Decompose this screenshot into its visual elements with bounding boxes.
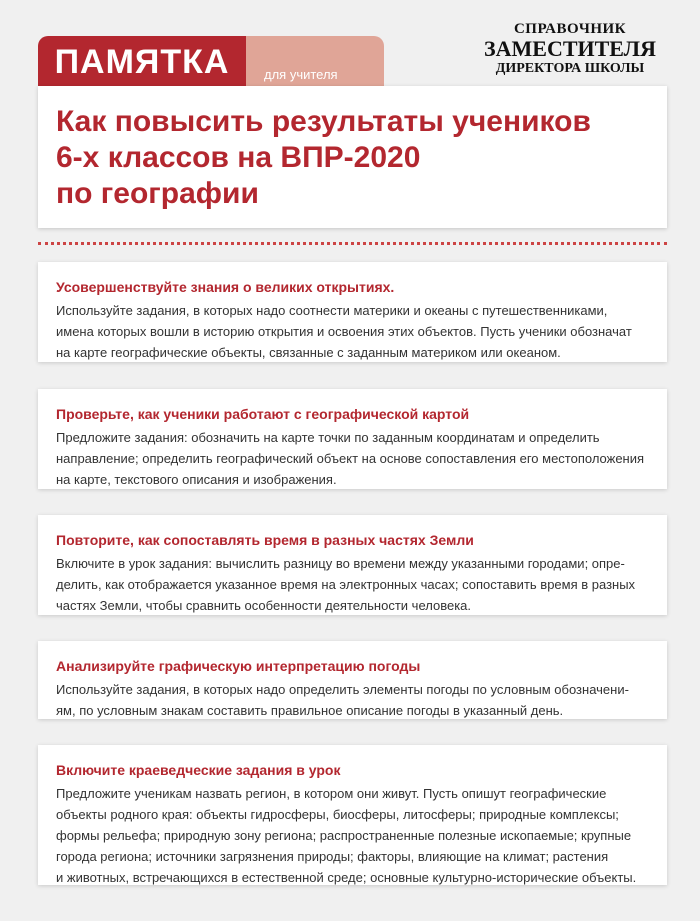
tip-card-weather	[38, 641, 667, 719]
title-line-2: 6-х классов на ВПР-2020	[56, 141, 421, 174]
brand-logo	[470, 20, 670, 78]
tip-heading: Включите краеведческие задания в урок	[56, 762, 341, 778]
tip-text: Используйте задания, в которых надо определить элементы погоды по условным обозначени- ям, по условным знакам составить правильное описание погоды в указанный день.	[56, 682, 629, 718]
title-line-1: Как повысить результаты учеников	[56, 105, 591, 138]
tip-text: Включите в урок задания: вычислить разницу во времени между указанными городами; опре- делить, как отображается указанное время на электронных часах; сопоставить время в разных частях Земли, чтобы сравнить особенности деятельности человека.	[56, 556, 636, 613]
tip-heading: Повторите, как сопоставлять время в разных частях Земли	[56, 532, 474, 548]
tip-card-map	[38, 389, 667, 489]
header	[0, 0, 700, 240]
dotted-divider	[38, 242, 667, 245]
memo-tab-sublabel: для учителя	[264, 67, 338, 82]
title-box	[38, 86, 667, 228]
tip-heading: Проверьте, как ученики работают с географической картой	[56, 406, 470, 422]
tip-heading: Анализируйте графическую интерпретацию погоды	[56, 658, 421, 674]
tip-card-local-history	[38, 745, 667, 885]
memo-tab-label: ПАМЯТКА	[54, 43, 230, 81]
tip-card-time	[38, 515, 667, 615]
memo-tab	[38, 36, 246, 88]
page-title	[56, 104, 667, 212]
tip-text: Используйте задания, в которых надо соотнести материки и океаны с путешественниками, имена которых вошли в историю открытия и освоения этих объектов. Пусть ученики обозначат на карте географические объекты, связанные с заданным материком или океаном.	[56, 303, 632, 360]
title-line-3: по географии	[56, 177, 259, 210]
tip-text: Предложите задания: обозначить на карте точки по заданным координатам и определить направление; определить географический объект на основе сопоставления его местоположения на карте, текстового описания и изображения.	[56, 430, 645, 487]
brand-line-2: ЗАМЕСТИТЕЛЯ	[484, 36, 656, 61]
tip-card-discoveries	[38, 262, 667, 362]
tip-heading: Усовершенствуйте знания о великих открытиях.	[56, 279, 395, 295]
tip-text: Предложите ученикам назвать регион, в котором они живут. Пусть опишут географические объекты родного края: объекты гидросферы, биосферы, литосферы; природные комплексы; формы рельефа; природную зону региона; распространенные полезные ископаемые; крупные города региона; источники загрязнения природы; факторы, влияющие на климат; растения и животных, встречающихся в естественной среде; основные культурно-исторические объекты.	[56, 786, 637, 885]
brand-line-3: ДИРЕКТОРА ШКОЛЫ	[495, 61, 645, 76]
memo-tab-audience	[246, 36, 384, 88]
brand-line-1: СПРАВОЧНИК	[513, 21, 627, 37]
